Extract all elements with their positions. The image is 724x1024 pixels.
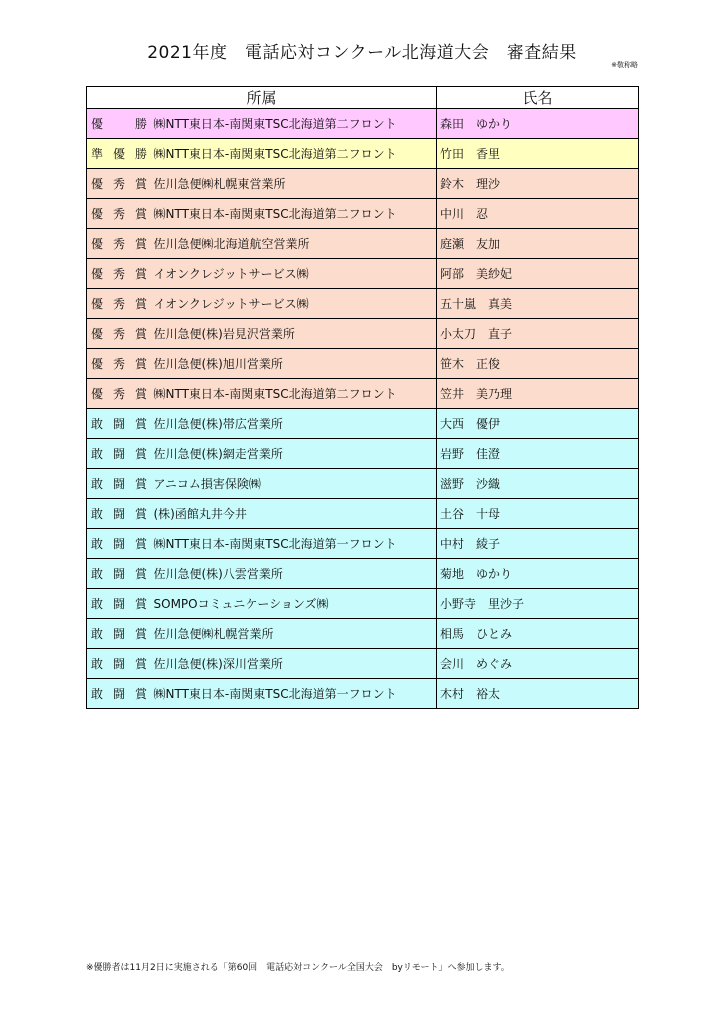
award-cell: [87, 319, 151, 349]
award-char: 賞: [134, 207, 147, 221]
name-cell: 会川 めぐみ: [437, 649, 639, 679]
organization-cell: ㈱NTT東日本-南関東TSC北海道第二フロント: [151, 379, 437, 409]
award-char: 闘: [112, 477, 125, 491]
award-label: [91, 505, 147, 522]
award-char: 闘: [112, 537, 125, 551]
award-cell: [87, 289, 151, 319]
organization-cell: 佐川急便(株)旭川営業所: [151, 349, 437, 379]
award-char: 賞: [134, 597, 147, 611]
award-cell: [87, 259, 151, 289]
organization-cell: ㈱NTT東日本-南関東TSC北海道第二フロント: [151, 199, 437, 229]
award-char: 賞: [134, 537, 147, 551]
award-char: 賞: [134, 657, 147, 671]
organization-cell: 佐川急便(株)岩見沢営業所: [151, 319, 437, 349]
name-cell: 阿部 美紗妃: [437, 259, 639, 289]
award-label: [91, 175, 147, 192]
organization-cell: 佐川急便㈱北海道航空営業所: [151, 229, 437, 259]
award-char: 賞: [134, 297, 147, 311]
award-label: [91, 205, 147, 222]
organization-cell: アニコム損害保険㈱: [151, 469, 437, 499]
organization-cell: 佐川急便(株)深川営業所: [151, 649, 437, 679]
footnote: ※優勝者は11月2日に実施される「第60回 電話応対コンクール全国大会 byリモート」へ参加します。: [86, 963, 510, 973]
award-char: 優: [91, 267, 104, 281]
page-title: 2021年度 電話応対コンクール北海道大会 審査結果: [147, 43, 577, 63]
award-cell: [87, 109, 151, 139]
table-row: [87, 529, 639, 559]
award-cell: [87, 499, 151, 529]
award-char: 闘: [112, 507, 125, 521]
award-char: 優: [91, 387, 104, 401]
name-cell: 菊地 ゆかり: [437, 559, 639, 589]
table-row: [87, 469, 639, 499]
award-char: 優: [112, 147, 125, 161]
award-char: 闘: [112, 417, 125, 431]
award-label: [91, 385, 147, 402]
award-char: 優: [91, 237, 104, 251]
award-char: 賞: [134, 567, 147, 581]
name-cell: 中村 綾子: [437, 529, 639, 559]
award-char: 敢: [91, 447, 104, 461]
award-char: 秀: [112, 327, 125, 341]
name-cell: 小太刀 直子: [437, 319, 639, 349]
name-cell: 岩野 佳澄: [437, 439, 639, 469]
award-char: 闘: [112, 447, 125, 461]
table-row: [87, 649, 639, 679]
award-char: 賞: [134, 177, 147, 191]
award-label: [91, 625, 147, 642]
award-label: [91, 295, 147, 312]
award-char: 敢: [91, 537, 104, 551]
table-row: [87, 619, 639, 649]
award-label: [91, 415, 147, 432]
organization-cell: イオンクレジットサービス㈱: [151, 289, 437, 319]
award-char: 闘: [112, 567, 125, 581]
organization-cell: 佐川急便㈱札幌営業所: [151, 619, 437, 649]
table-row: [87, 169, 639, 199]
name-cell: 木村 裕太: [437, 679, 639, 709]
award-char: 賞: [134, 447, 147, 461]
table-header-row: [87, 87, 639, 109]
name-cell: 笠井 美乃理: [437, 379, 639, 409]
award-label: [91, 115, 147, 132]
name-cell: 滋野 沙織: [437, 469, 639, 499]
award-char: 賞: [134, 387, 147, 401]
table-row: [87, 409, 639, 439]
award-cell: [87, 589, 151, 619]
award-char: 賞: [134, 687, 147, 701]
table-row: [87, 289, 639, 319]
award-char: 闘: [112, 657, 125, 671]
award-char: 敢: [91, 657, 104, 671]
name-cell: 土谷 十母: [437, 499, 639, 529]
name-cell: 庭瀬 友加: [437, 229, 639, 259]
award-char: 賞: [134, 627, 147, 641]
award-char: 優: [91, 207, 104, 221]
award-cell: [87, 559, 151, 589]
award-char: 秀: [112, 387, 125, 401]
award-char: 賞: [134, 237, 147, 251]
table-row: [87, 139, 639, 169]
award-char: 秀: [112, 267, 125, 281]
award-char: 秀: [112, 207, 125, 221]
award-char: 優: [91, 327, 104, 341]
table-row: [87, 559, 639, 589]
award-char: 秀: [112, 177, 125, 191]
award-char: 優: [91, 357, 104, 371]
name-cell: 鈴木 理沙: [437, 169, 639, 199]
award-char: 準: [91, 147, 104, 161]
award-cell: [87, 619, 151, 649]
award-cell: [87, 349, 151, 379]
results-body: [87, 109, 639, 709]
table-row: [87, 229, 639, 259]
award-char: 闘: [112, 597, 125, 611]
organization-cell: イオンクレジットサービス㈱: [151, 259, 437, 289]
table-row: [87, 259, 639, 289]
award-cell: [87, 139, 151, 169]
award-char: 賞: [134, 357, 147, 371]
award-label: [91, 355, 147, 372]
organization-cell: SOMPOコミュニケーションズ㈱: [151, 589, 437, 619]
award-char: 敢: [91, 687, 104, 701]
award-char: 秀: [112, 237, 125, 251]
award-label: [91, 145, 147, 162]
award-char: 賞: [134, 327, 147, 341]
table-row: [87, 499, 639, 529]
name-cell: 大西 優伊: [437, 409, 639, 439]
table-row: [87, 109, 639, 139]
award-char: 優: [91, 177, 104, 191]
award-cell: [87, 379, 151, 409]
award-char: 秀: [112, 297, 125, 311]
award-char: 敢: [91, 477, 104, 491]
name-column-header: 氏名: [437, 87, 639, 109]
award-char: 賞: [134, 267, 147, 281]
award-label: [91, 235, 147, 252]
award-label: [91, 265, 147, 282]
award-cell: [87, 529, 151, 559]
table-row: [87, 349, 639, 379]
organization-cell: ㈱NTT東日本-南関東TSC北海道第二フロント: [151, 139, 437, 169]
organization-cell: 佐川急便(株)帯広営業所: [151, 409, 437, 439]
award-char: 勝: [134, 117, 147, 131]
award-char: 敢: [91, 597, 104, 611]
award-label: [91, 535, 147, 552]
name-cell: 森田 ゆかり: [437, 109, 639, 139]
award-char: 優: [91, 297, 104, 311]
award-cell: [87, 439, 151, 469]
award-char: 賞: [134, 507, 147, 521]
award-cell: [87, 409, 151, 439]
name-cell: 相馬 ひとみ: [437, 619, 639, 649]
award-char: 敢: [91, 507, 104, 521]
award-cell: [87, 199, 151, 229]
award-cell: [87, 229, 151, 259]
award-cell: [87, 649, 151, 679]
award-label: [91, 565, 147, 582]
name-cell: 中川 忍: [437, 199, 639, 229]
award-char: 勝: [134, 147, 147, 161]
name-cell: 五十嵐 真美: [437, 289, 639, 319]
award-char: 闘: [112, 627, 125, 641]
award-label: [91, 445, 147, 462]
table-row: [87, 589, 639, 619]
award-char: 闘: [112, 687, 125, 701]
award-char: 敢: [91, 567, 104, 581]
table-row: [87, 199, 639, 229]
award-label: [91, 685, 147, 702]
name-cell: 小野寺 里沙子: [437, 589, 639, 619]
organization-cell: 佐川急便(株)網走営業所: [151, 439, 437, 469]
award-cell: [87, 679, 151, 709]
organization-cell: 佐川急便(株)八雲営業所: [151, 559, 437, 589]
organization-cell: ㈱NTT東日本-南関東TSC北海道第二フロント: [151, 109, 437, 139]
name-cell: 竹田 香里: [437, 139, 639, 169]
organization-cell: 佐川急便㈱札幌東営業所: [151, 169, 437, 199]
honorific-note: ※敬称略: [611, 61, 638, 69]
award-char: 優: [91, 117, 104, 131]
table-row: [87, 319, 639, 349]
table-row: [87, 679, 639, 709]
organization-cell: (株)函館丸井今井: [151, 499, 437, 529]
award-char: 敢: [91, 627, 104, 641]
award-label: [91, 655, 147, 672]
award-char: 賞: [134, 417, 147, 431]
organization-cell: ㈱NTT東日本-南関東TSC北海道第一フロント: [151, 529, 437, 559]
table-row: [87, 379, 639, 409]
org-column-header: 所属: [87, 87, 437, 109]
award-cell: [87, 169, 151, 199]
results-table: [86, 86, 639, 709]
award-label: [91, 595, 147, 612]
name-cell: 笹木 正俊: [437, 349, 639, 379]
award-char: 賞: [134, 477, 147, 491]
award-label: [91, 325, 147, 342]
award-char: 敢: [91, 417, 104, 431]
award-label: [91, 475, 147, 492]
organization-cell: ㈱NTT東日本-南関東TSC北海道第一フロント: [151, 679, 437, 709]
award-cell: [87, 469, 151, 499]
table-row: [87, 439, 639, 469]
award-char: 秀: [112, 357, 125, 371]
